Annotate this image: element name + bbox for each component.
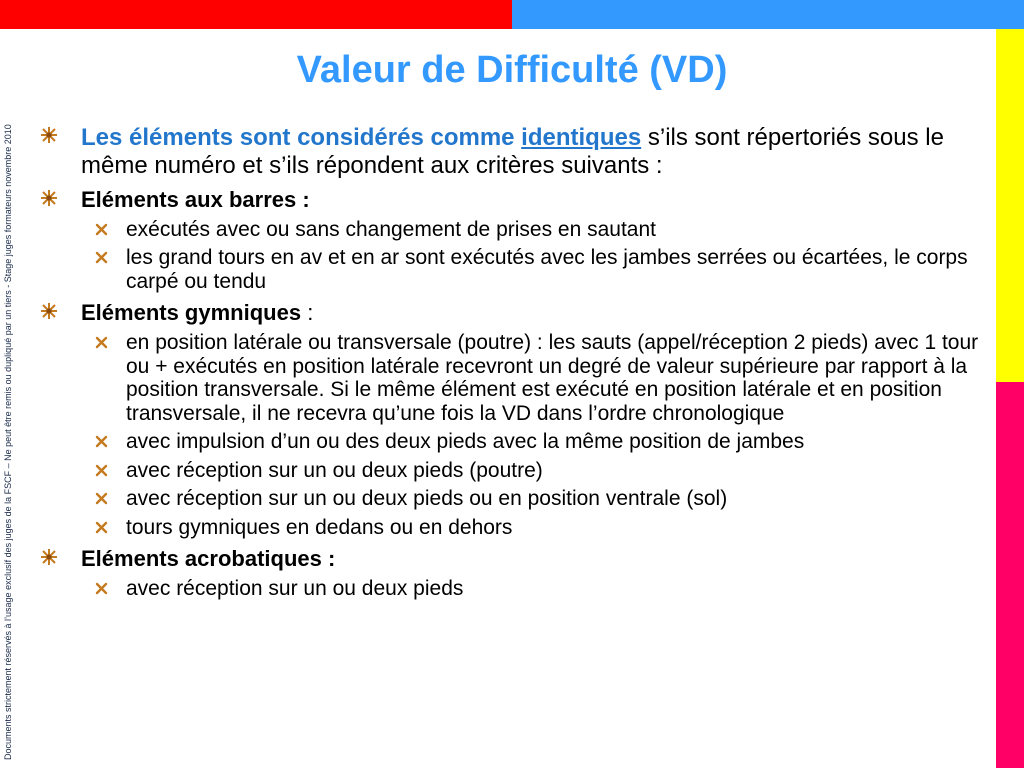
slide-content <box>40 124 986 601</box>
list-item <box>40 516 986 540</box>
intro-bullet <box>40 124 986 180</box>
top-red-bar <box>0 0 512 29</box>
cross-bullet-icon <box>95 464 108 477</box>
list-item <box>40 218 986 242</box>
intro-keyword: identiques <box>521 124 642 151</box>
cross-bullet-icon <box>95 251 108 264</box>
list-item-text: avec réception sur un ou deux pieds (poutre) <box>126 458 543 482</box>
list-item-text: les grand tours en av et en ar sont exécutés avec les jambes serrées ou écartées, le corps carpé ou tendu <box>126 246 968 293</box>
section-bullet <box>40 546 986 572</box>
list-item <box>40 459 986 483</box>
section-bullet <box>40 300 986 326</box>
star-bullet-icon <box>40 548 58 566</box>
star-bullet-icon <box>40 126 58 144</box>
list-item-text: exécutés avec ou sans changement de prises en sautant <box>126 217 657 241</box>
cross-bullet-icon <box>95 521 108 534</box>
list-item-text: en position latérale ou transversale (poutre) : les sauts (appel/réception 2 pieds) avec 1 tour ou + exécutés en position latérale recevront un degré de valeur supérieure par rapport à la position transversale. Si le même élément est exécuté en position latérale et en position transversale, il ne recevra qu’une fois la VD dans l’ordre chronologique <box>126 331 979 425</box>
right-pink-bar <box>996 382 1024 768</box>
cross-bullet-icon <box>95 582 108 595</box>
list-item-text: avec réception sur un ou deux pieds <box>126 577 464 601</box>
cross-bullet-icon <box>95 336 108 349</box>
cross-bullet-icon <box>95 223 108 236</box>
list-item <box>40 331 986 425</box>
top-blue-bar <box>512 0 1024 29</box>
list-item <box>40 430 986 454</box>
section-heading: Eléments gymniques <box>81 300 302 326</box>
list-item-text: avec réception sur un ou deux pieds ou en position ventrale (sol) <box>126 487 728 511</box>
cross-bullet-icon <box>95 435 108 448</box>
star-bullet-icon <box>40 302 58 320</box>
intro-rest: s’ils sont répertoriés sous le même numéro et s’ils répondent aux critères suivants : <box>81 124 944 179</box>
side-disclaimer: Documents strictement réservés à l’usage exclusif des juges de la FSCF – Ne peut être remis ou dupliqué par un tiers - Stage juges formateurs novembre 2010 <box>3 124 13 760</box>
section-bullet <box>40 187 986 213</box>
intro-lead: Les éléments sont considérés comme <box>81 124 522 151</box>
section-heading: Eléments acrobatiques : <box>81 546 336 572</box>
list-item-text: tours gymniques en dedans ou en dehors <box>126 515 513 539</box>
slide-title: Valeur de Difficulté (VD) <box>296 49 728 91</box>
section-heading-suffix: : <box>301 300 314 326</box>
star-bullet-icon <box>40 189 58 207</box>
section-heading: Eléments aux barres : <box>81 186 310 212</box>
list-item <box>40 246 986 293</box>
list-item <box>40 487 986 511</box>
list-item-text: avec impulsion d’un ou des deux pieds avec la même position de jambes <box>126 430 805 454</box>
cross-bullet-icon <box>95 492 108 505</box>
list-item <box>40 577 986 601</box>
